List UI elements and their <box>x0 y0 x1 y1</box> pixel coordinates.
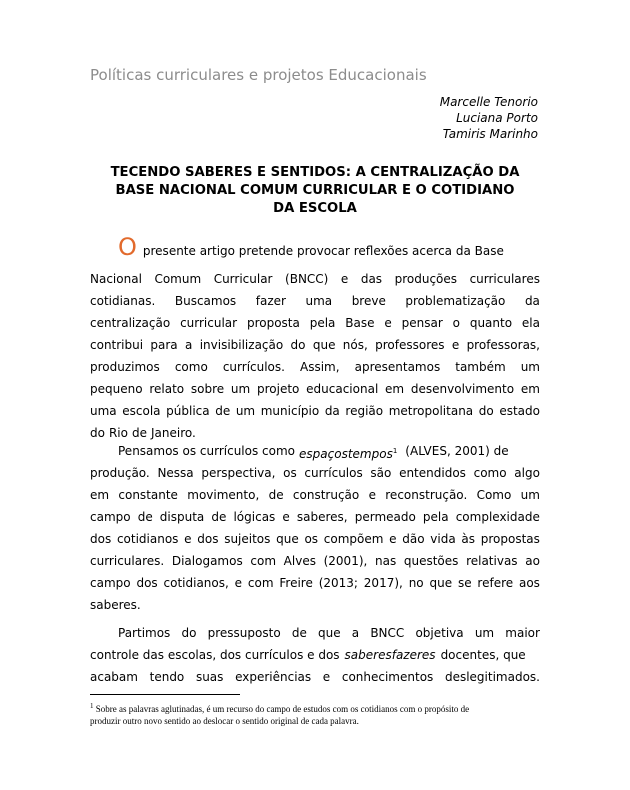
word: centralização <box>90 316 171 330</box>
word: compõem <box>323 532 384 546</box>
paragraph-line <box>90 270 540 288</box>
word: município <box>260 404 320 418</box>
word: e <box>451 338 460 352</box>
word: questões <box>403 554 459 568</box>
word: e <box>282 510 290 524</box>
paragraph-line <box>90 486 540 504</box>
word: curriculares <box>469 272 540 286</box>
paragraph-text-emphasis: saberesfazeres <box>344 648 436 662</box>
word: dão <box>402 532 425 546</box>
word: Base <box>345 316 375 330</box>
word: e <box>234 576 243 590</box>
word: invisibilização <box>199 338 284 352</box>
word: maior <box>505 626 540 640</box>
paragraph-2-first-line <box>118 442 540 460</box>
word: como <box>473 466 507 480</box>
paragraph-text-emphasis: espaçostempos$^1$ <box>299 447 398 461</box>
paragraph-text: docentes, que <box>440 648 526 662</box>
word: também <box>455 360 506 374</box>
word: Comum <box>154 272 202 286</box>
word: que <box>429 576 453 590</box>
word: educacional <box>306 382 379 396</box>
word: vida <box>430 532 456 546</box>
word: professores <box>375 338 445 352</box>
word: são <box>370 466 392 480</box>
word: dos <box>136 576 158 590</box>
word: estado <box>499 404 540 418</box>
word: produzimos <box>90 360 160 374</box>
word: currículos <box>304 466 363 480</box>
word: da <box>524 294 540 308</box>
word: cotidianos <box>116 532 179 546</box>
word: das <box>360 272 383 286</box>
word: cotidianas. <box>90 294 156 308</box>
word: em <box>90 488 110 502</box>
word: acabam <box>90 670 138 684</box>
footnote-marker: 1 <box>392 447 398 455</box>
word: como <box>174 360 208 374</box>
word: complexidade <box>455 510 540 524</box>
word: um <box>474 626 495 640</box>
footnote-rule <box>90 694 240 695</box>
word: breve <box>351 294 386 308</box>
word: 2017), <box>363 576 403 590</box>
word: entendidos <box>399 466 466 480</box>
word: Buscamos <box>174 294 237 308</box>
word: do <box>478 404 494 418</box>
word: que <box>318 626 341 640</box>
word: produção. <box>90 466 150 480</box>
word: em <box>385 382 405 396</box>
word: permeado <box>354 510 416 524</box>
paragraph-line <box>90 464 540 482</box>
word: para <box>150 338 178 352</box>
word: um <box>235 404 256 418</box>
paragraph-line <box>90 380 540 398</box>
word: pela <box>309 316 336 330</box>
word: saberes. <box>90 598 141 612</box>
paragraph-line <box>90 530 540 548</box>
paragraph-line <box>90 596 540 614</box>
word: (2013; <box>318 576 358 590</box>
word: reconstrução. <box>385 488 468 502</box>
paragraph-1-first-line <box>118 234 504 260</box>
word: disputa <box>159 510 205 524</box>
word: proposta <box>246 316 300 330</box>
running-header: Políticas curriculares e projetos Educacionais <box>90 66 427 84</box>
title-line: TECENDO SABERES E SENTIDOS: A CENTRALIZAÇÃO DA <box>110 165 520 180</box>
paragraph-line <box>90 508 540 526</box>
word: do <box>290 338 306 352</box>
paragraph-line <box>90 424 540 442</box>
word: Nacional <box>90 272 142 286</box>
word: Freire <box>279 576 313 590</box>
word: ela <box>521 316 540 330</box>
word: propostas <box>480 532 540 546</box>
word: curricular <box>180 316 238 330</box>
word: com <box>247 576 274 590</box>
word: algo <box>514 466 540 480</box>
word: produções <box>394 272 458 286</box>
author-name: Luciana Porto <box>456 111 538 125</box>
word: pensar <box>401 316 443 330</box>
word: campo <box>90 510 131 524</box>
word: os <box>304 532 319 546</box>
word: campo <box>90 576 131 590</box>
title-line: BASE NACIONAL COMUM CURRICULAR E O COTIDIANO <box>115 183 515 198</box>
word: e <box>322 670 331 684</box>
word: um <box>520 488 540 502</box>
word: nós, <box>342 338 368 352</box>
word: metropolitana <box>388 404 474 418</box>
footnote <box>90 700 540 727</box>
paragraph-text: Pensamos os currículos como <box>118 444 296 458</box>
word: no <box>408 576 424 590</box>
word: dos <box>90 532 112 546</box>
article-title <box>90 164 540 218</box>
word: e <box>368 488 376 502</box>
word: desenvolvimento <box>410 382 515 396</box>
word: do <box>90 426 105 440</box>
word: deslegitimados. <box>444 670 540 684</box>
word: um <box>520 360 540 374</box>
paragraph-line <box>90 292 540 310</box>
word: e <box>184 532 192 546</box>
word: Nessa <box>157 466 194 480</box>
word: em <box>520 382 540 396</box>
paragraph-line <box>90 314 540 332</box>
word: que <box>312 338 336 352</box>
paragraph-line <box>90 552 540 570</box>
word: às <box>461 532 476 546</box>
word: objetiva <box>415 626 464 640</box>
word: saberes, <box>296 510 348 524</box>
word: de <box>131 426 147 440</box>
word: escola <box>122 404 161 418</box>
word: contribui <box>90 338 144 352</box>
word: curriculares. <box>90 554 165 568</box>
word: (2001), <box>323 554 368 568</box>
word: Dialogamos <box>171 554 243 568</box>
paragraph-3-first-line <box>118 624 540 642</box>
word: experiências <box>235 670 312 684</box>
word: projeto <box>256 382 300 396</box>
word: a <box>185 338 193 352</box>
word: e <box>384 316 392 330</box>
word: os <box>283 466 297 480</box>
word: Janeiro. <box>150 426 196 440</box>
drop-cap: O <box>118 233 137 261</box>
word: Rio <box>108 426 128 440</box>
word: lógicas <box>233 510 276 524</box>
word: refere <box>477 576 514 590</box>
word: dos <box>197 532 219 546</box>
word: fazer <box>255 294 286 308</box>
word: e <box>389 532 397 546</box>
word: perspectiva, <box>201 466 276 480</box>
word: nas <box>374 554 397 568</box>
word: currículos. <box>222 360 285 374</box>
word: construção <box>292 488 360 502</box>
word: do <box>181 626 197 640</box>
word: sobre <box>190 382 225 396</box>
word: conhecimentos <box>341 670 434 684</box>
author-list <box>440 94 538 142</box>
word: Alves <box>283 554 316 568</box>
word: ao <box>525 554 540 568</box>
word: Partimos <box>118 626 171 640</box>
author-name: Tamiris Marinho <box>442 127 538 141</box>
paragraph-text: controle das escolas, dos currículos e dos <box>90 648 340 662</box>
footnote-marker: 1 <box>90 702 94 710</box>
word: problematização <box>405 294 506 308</box>
footnote-text: Sobre as palavras aglutinadas, é um recurso do campo de estudos com os cotidianos com o propósito de <box>95 704 470 714</box>
word: um <box>230 382 251 396</box>
word: a <box>351 626 360 640</box>
word: se <box>457 576 472 590</box>
author-name: Marcelle Tenorio <box>439 95 538 109</box>
paragraph-line <box>90 574 540 592</box>
word: apresentamos <box>354 360 441 374</box>
word: aos <box>518 576 540 590</box>
paragraph-text: (ALVES, 2001) de <box>405 444 509 458</box>
word: relato <box>149 382 185 396</box>
footnote-line-1 <box>90 700 540 715</box>
word: de <box>268 488 284 502</box>
paragraph-text: presente artigo pretende provocar reflexões acerca da Base <box>142 244 504 258</box>
word: região <box>345 404 384 418</box>
word: de <box>215 404 231 418</box>
word: uma <box>90 404 117 418</box>
word: que <box>276 532 299 546</box>
word: pequeno <box>90 382 143 396</box>
word: sujeitos <box>224 532 271 546</box>
word: Como <box>476 488 512 502</box>
title-line: DA ESCOLA <box>273 201 357 216</box>
word: (BNCC) <box>285 272 329 286</box>
word: Assim, <box>300 360 340 374</box>
word: constante <box>118 488 178 502</box>
word: suas <box>195 670 224 684</box>
paragraph-line <box>90 358 540 376</box>
word: de <box>291 626 307 640</box>
paragraph-line <box>90 402 540 420</box>
paragraph-line <box>90 336 540 354</box>
word: pela <box>422 510 449 524</box>
word: de <box>137 510 153 524</box>
word: pressuposto <box>207 626 281 640</box>
word: quanto <box>469 316 513 330</box>
word: professoras, <box>466 338 540 352</box>
word: movimento, <box>187 488 260 502</box>
paragraph-3-line <box>90 646 540 664</box>
word: de <box>211 510 227 524</box>
word: da <box>324 404 340 418</box>
word: e <box>340 272 349 286</box>
footnote-line-2 <box>90 715 540 727</box>
word: tendo <box>149 670 185 684</box>
word: o <box>452 316 460 330</box>
word: pública <box>166 404 210 418</box>
word: BNCC <box>370 626 405 640</box>
paragraph-3-line <box>90 668 540 686</box>
word: cotidianos, <box>163 576 229 590</box>
footnote-text: produzir outro novo sentido ao deslocar o sentido original de cada palavra. <box>90 716 359 726</box>
word: Curricular <box>213 272 273 286</box>
word: relativas <box>466 554 518 568</box>
word: uma <box>305 294 333 308</box>
word: com <box>250 554 277 568</box>
